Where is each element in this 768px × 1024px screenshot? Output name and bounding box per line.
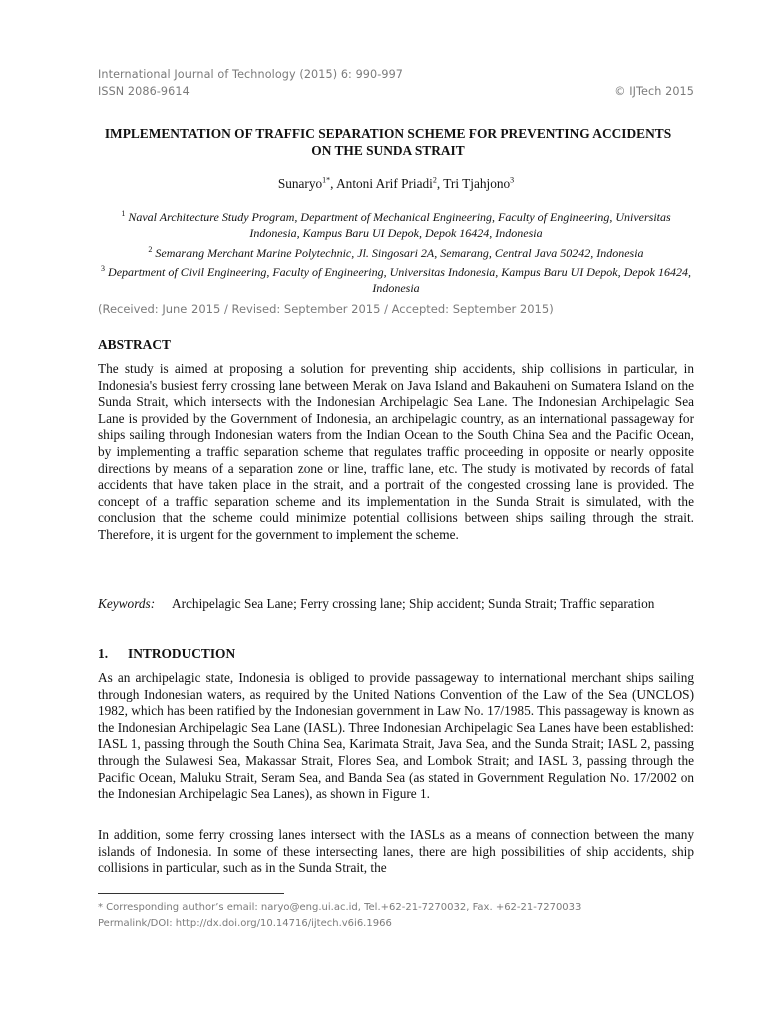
author: Sunaryo$^{1*}$,: [277, 176, 337, 192]
affiliation: $^1$ Naval Architecture Study Program, Department of Mechanical Engineering, Faculty of Engineering, Universitas Indonesia, Kampus Baru UI Depok, Depok 16424, Indonesia: [121, 209, 671, 240]
keywords-label: Keywords:: [98, 596, 156, 611]
copyright: © IJTech 2015: [614, 85, 694, 98]
abstract-text: The study is aimed at proposing a solution for preventing ship accidents, ship collisions in particular, in Indonesia's busiest ferry crossing lane between Merak on Java Island and Bakauheni on Sumatera Island on the Sunda Strait, which intersects with the Indonesian Archipelagic Sea Lane. The Indonesian Archipelagic Sea Lane is provided by the Government of Indonesia, an archipelagic country, as an international passageway for ships sailing through Indonesian waters from the Indian Ocean to the South China Sea and the Pacific Ocean, by implementing a traffic separation scheme that regulates traffic proceeding in opposite or nearly opposite directions by means of a separation zone or line, traffic lane, etc. The study is motivated by records of fatal accidents that have taken place in the strait, and a portrait of the congested crossing lane is provided. The concept of a traffic separation scheme and its implementation in the Sunda Strait is simulated, with the conclusion that the scheme could minimize potential collisions between ships sailing through the strait. Therefore, it is urgent for the government to implement the scheme.: [98, 361, 694, 542]
affiliation: $^3$ Department of Civil Engineering, Faculty of Engineering, Universitas Indonesia, Kampus Baru UI Depok, Depok 16424, Indonesia: [101, 264, 691, 296]
author-list: [98, 176, 694, 192]
intro-paragraph-2: In addition, some ferry crossing lanes intersect with the IASLs as a means of connection between the many islands of Indonesia. In some of these intersecting lanes, there are high possibilities of ship accidents, ship collisions in particular, such as in the Sunda Strait, the: [98, 827, 694, 876]
abstract-heading: ABSTRACT: [98, 337, 171, 352]
section-number: 1.: [98, 646, 109, 661]
journal-header: [98, 66, 694, 100]
footnote-divider: [98, 893, 284, 894]
affiliation: $^2$ Semarang Merchant Marine Polytechnic, Jl. Singosari 2A, Semarang, Central Java 50242, Indonesia: [148, 244, 644, 260]
keywords-text: Archipelagic Sea Lane; Ferry crossing lane; Ship accident; Sunda Strait; Traffic separation: [172, 596, 655, 611]
paper-title: IMPLEMENTATION OF TRAFFIC SEPARATION SCHEME FOR PREVENTING ACCIDENTS ON THE SUNDA STRAIT: [104, 126, 672, 158]
author: Tri Tjahjono$^3$: [443, 176, 515, 192]
section-heading-introduction: [98, 646, 235, 662]
doi-footnote: Permalink/DOI: http://dx.doi.org/10.14716/ijtech.v6i6.1966: [98, 918, 392, 929]
submission-dates: (Received: June 2015 / Revised: September 2015 / Accepted: September 2015): [98, 302, 554, 316]
corresponding-author-footnote: * Corresponding author’s email: naryo@eng.ui.ac.id, Tel.+62-21-7270032, Fax. +62-21-7270033: [98, 902, 582, 913]
author: Antoni Arif Priadi$^2$,: [336, 176, 444, 192]
affiliations: [98, 206, 694, 297]
section-title: INTRODUCTION: [128, 646, 236, 661]
issn: ISSN 2086-9614: [98, 85, 190, 98]
intro-paragraph-1: As an archipelagic state, Indonesia is obliged to provide passageway to international merchant ships sailing through Indonesian waters, as required by the United Nations Convention of the Law of the Sea (UNCLOS) 1982, which has been ratified by the Indonesian government in Law No. 17/1985. This passageway is known as the Indonesian Archipelagic Sea Lane (IASL). Three Indonesian Archipelagic Sea Lanes have been established: IASL 1, passing through the South China Sea, Karimata Strait, Java Sea, and the Sunda Strait; IASL 2, passing through the Sulawesi Sea, Makassar Strait, Flores Sea, and Lombok Strait; and IASL 3, passing through the Pacific Ocean, Maluku Strait, Seram Sea, and Banda Sea (as stated in Government Regulation No. 17/2002 on the Indonesian Archipelagic Sea Lanes), as shown in Figure 1.: [98, 670, 694, 802]
keywords: [98, 596, 694, 613]
journal-citation: International Journal of Technology (2015) 6: 990-997: [98, 68, 404, 81]
